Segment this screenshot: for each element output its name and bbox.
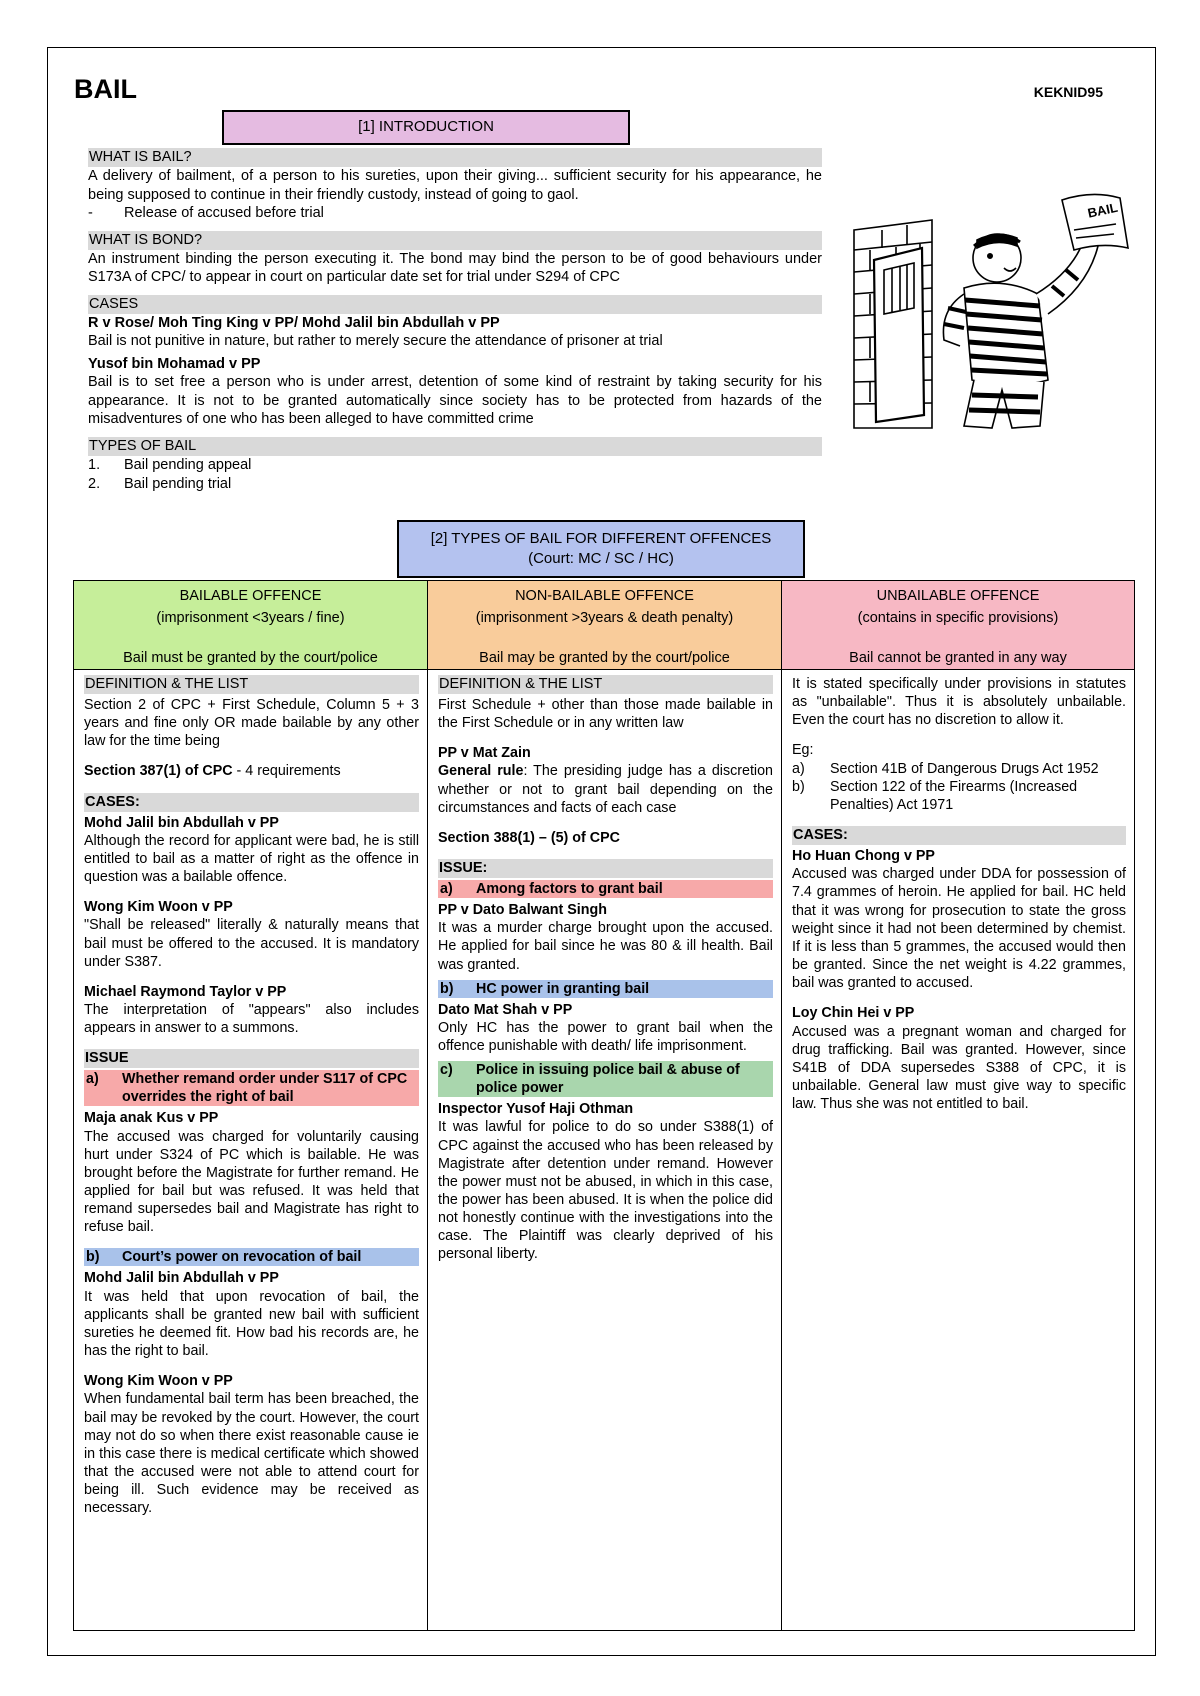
case-text: Accused was charged under DDA for possession of 7.4 grammes of heroin. He applied for bail. HC held that it was wrong for prosecution to state the gross weight since it had not been determined by chemist. If it is less than 5 grammes, the accused would then be granted. Since the net weight is 4.22 grammes, bail was granted to accused.: [792, 866, 1126, 992]
column-rule: Bail must be granted by the court/police: [123, 650, 378, 666]
example-item: [792, 778, 1126, 814]
document-code: KEKNID95: [1033, 84, 1103, 100]
item-text: Bail pending trial: [124, 475, 232, 492]
case-text: The accused was charged for voluntarily causing hurt under S324 of PC which is bailable. He was brought before the Magistrate for further remand. He applied for bail but was refused. It was held that remand supersedes bail and Magistrate has right to refuse bail.: [84, 1128, 419, 1236]
what-is-bail-heading: WHAT IS BAIL?: [88, 148, 822, 167]
what-is-bond-heading: WHAT IS BOND?: [88, 231, 822, 250]
issue-text: Among factors to grant bail: [476, 881, 663, 898]
types-of-bail-heading: TYPES OF BAIL: [88, 437, 822, 456]
section-reference: [84, 762, 419, 780]
item-text: Bail pending appeal: [124, 457, 252, 474]
non-bailable-column: [428, 670, 782, 1631]
column-subtitle: (imprisonment <3years / fine): [156, 610, 345, 626]
case-name: Wong Kim Woon v PP: [84, 1373, 233, 1390]
issue-item: [438, 1061, 773, 1097]
case-lead: General rule: [438, 763, 524, 780]
case-name: Dato Mat Shah v PP: [438, 1001, 573, 1018]
issue-item: [438, 880, 773, 898]
intro-cases-block: [88, 295, 822, 429]
item-marker: 1.: [88, 457, 101, 474]
cases-heading: CASES:: [792, 826, 1126, 845]
case-text: [438, 762, 773, 816]
definition-heading: DEFINITION & THE LIST: [438, 675, 773, 694]
cell-door-icon: [874, 248, 924, 422]
issue-text: Court’s power on revocation of bail: [122, 1249, 362, 1266]
what-is-bond-block: [88, 231, 822, 287]
issue-item: [84, 1070, 419, 1106]
cases-heading: CASES:: [84, 793, 419, 812]
column-title: UNBAILABLE OFFENCE: [876, 588, 1040, 604]
example-marker: b): [792, 778, 805, 795]
unbailable-description: It is stated specifically under provisions in statutes as "unbailable". Thus it is absolutely unbailable. Even the court has no discretion to allow it.: [792, 676, 1126, 729]
case-text: Bail is not punitive in nature, but rather to merely secure the attendance of prisoner at trial: [88, 333, 663, 350]
section-reference: Section 388(1) – (5) of CPC: [438, 829, 620, 846]
case-text: When fundamental bail term has been breached, the bail may be revoked by the court. However, the court may not do so when there exist reasonable cause ie in this case there is medical certificate which showed that the accused were not able to attend court for being ill. Such evidence may be received as necessary.: [84, 1391, 419, 1517]
column-subtitle: (contains in specific provisions): [857, 610, 1059, 626]
example-text: Section 41B of Dangerous Drugs Act 1952: [830, 760, 1099, 777]
types-of-bail-item: [88, 475, 822, 494]
issue-heading: ISSUE: [84, 1049, 419, 1068]
types-of-bail-heading-box: [397, 520, 805, 578]
issue-marker: a): [440, 881, 453, 898]
case-name: Wong Kim Woon v PP: [84, 899, 233, 916]
case-text: The interpretation of "appears" also includes appears in answer to a summons.: [84, 1002, 419, 1037]
column-subtitle: (imprisonment >3years & death penalty): [475, 610, 734, 626]
bail-paper-label: BAIL: [1086, 199, 1120, 221]
introduction-heading: [1] INTRODUCTION: [222, 110, 630, 145]
bullet-marker: -: [88, 205, 93, 222]
case-name: R v Rose/ Moh Ting King v PP/ Mohd Jalil bin Abdullah v PP: [88, 314, 500, 331]
prisoner-illustration: [852, 190, 1132, 430]
non-bailable-header: [428, 581, 782, 670]
intro-cases-heading: CASES: [88, 295, 822, 314]
example-item: [792, 760, 1126, 778]
example-label: Eg:: [792, 742, 814, 759]
column-title: BAILABLE OFFENCE: [179, 588, 322, 604]
example-marker: a): [792, 760, 805, 777]
section-name: Section 387(1) of CPC: [84, 763, 233, 780]
case-name: Michael Raymond Taylor v PP: [84, 983, 287, 1000]
what-is-bail-bullet: [88, 204, 822, 223]
definition-text: First Schedule + other than those made bailable in the First Schedule or in any written law: [438, 697, 773, 732]
case-name: Ho Huan Chong v PP: [792, 848, 935, 865]
offence-body-row: [74, 670, 1135, 1631]
item-marker: 2.: [88, 475, 101, 492]
document-title: BAIL: [74, 74, 137, 104]
what-is-bail-text: A delivery of bailment, of a person to his sureties, upon their giving... sufficient security for his appearance, he being supposed to continue in their friendly custody, instead of going to gaol.: [88, 168, 822, 203]
section-suffix: - 4 requirements: [232, 763, 341, 780]
column-title: NON-BAILABLE OFFENCE: [515, 588, 694, 604]
types-heading-line2: (Court: MC / SC / HC): [528, 550, 674, 567]
issue-text: Police in issuing police bail & abuse of police power: [476, 1062, 740, 1097]
case-text: Only HC has the power to grant bail when the offence punishable with death/ life imprisonment.: [438, 1019, 773, 1055]
case-text: Although the record for applicant were bad, he is still entitled to bail as a matter of right as the offence in question was a bailable offence.: [84, 832, 419, 886]
case-text: It was lawful for police to do so under S388(1) of CPC against the accused who has been released by Magistrate after detention under remand. However the power must not be abused, in which in this case, the power has been abused. It is when the police did not honestly continue with the investigations into the case. The Plaintiff was clearly deprived of his personal liberty.: [438, 1119, 773, 1263]
introduction-section: [88, 148, 822, 501]
what-is-bail-block: [88, 148, 822, 223]
issue-marker: b): [440, 980, 454, 997]
column-rule: Bail cannot be granted in any way: [849, 650, 1067, 666]
issue-text: HC power in granting bail: [476, 980, 650, 997]
case-text: It was a murder charge brought upon the accused. He applied for bail since he was 80 & ill health. Bail was granted.: [438, 920, 773, 973]
issue-marker: c): [440, 1062, 453, 1079]
case-text: It was held that upon revocation of bail, the applicants shall be granted new bail with sufficient sureties he deemed fit. How bad his records are, he has the right to bail.: [84, 1288, 419, 1360]
definition-heading: DEFINITION & THE LIST: [84, 675, 419, 694]
offence-types-table: [73, 580, 1135, 1631]
types-of-bail-item: [88, 456, 822, 475]
bullet-text: Release of accused before trial: [124, 205, 324, 222]
definition-text: Section 2 of CPC + First Schedule, Column 5 + 3 years and fine only OR made bailable by any other law for the time being: [84, 697, 419, 750]
case-text: Accused was a pregnant woman and charged for drug trafficking. Bail was granted. However, since S41B of DDA supersedes S388 of CPC, it is unbailable. General law must give way to specific law. Thus she was not entitled to bail.: [792, 1023, 1126, 1113]
issue-marker: b): [86, 1249, 100, 1266]
prisoner-figure-icon: [943, 234, 1098, 428]
unbailable-column: [782, 670, 1135, 1631]
case-text-body: : The presiding judge has a discretion whether or not to grant bail depending on the circumstances and facts of each case: [438, 763, 774, 816]
issue-item: [438, 980, 773, 998]
case-text: "Shall be released" literally & naturally means that bail must be offered to the accused. It is mandatory under S387.: [84, 917, 419, 970]
case-name: Mohd Jalil bin Abdullah v PP: [84, 814, 279, 831]
case-name: Loy Chin Hei v PP: [792, 1005, 915, 1022]
case-name: Maja anak Kus v PP: [84, 1110, 219, 1127]
types-of-bail-block: [88, 437, 822, 493]
issue-heading: ISSUE:: [438, 859, 773, 878]
case-name: PP v Dato Balwant Singh: [438, 902, 607, 919]
types-heading-line1: [2] TYPES OF BAIL FOR DIFFERENT OFFENCES: [430, 530, 772, 547]
column-rule: Bail may be granted by the court/police: [479, 650, 730, 666]
issue-text: Whether remand order under S117 of CPC overrides the right of bail: [122, 1071, 408, 1106]
unbailable-header: [782, 581, 1135, 670]
case-name: Inspector Yusof Haji Othman: [438, 1101, 634, 1118]
bailable-header: [74, 581, 428, 670]
issue-item: [84, 1248, 419, 1266]
case-name: Mohd Jalil bin Abdullah v PP: [84, 1270, 279, 1287]
bailable-column: [74, 670, 428, 1631]
example-text: Section 122 of the Firearms (Increased Penalties) Act 1971: [830, 778, 1078, 813]
issue-marker: a): [86, 1071, 99, 1088]
bail-paper-icon: [1062, 194, 1128, 250]
case-name: Yusof bin Mohamad v PP: [88, 355, 261, 372]
what-is-bond-text: An instrument binding the person executing it. The bond may bind the person to be of good behaviours under S173A of CPC/ to appear in court on particular date set for trial under S294 of CPC: [88, 250, 822, 286]
offence-header-row: [74, 581, 1135, 670]
case-text: Bail is to set free a person who is under arrest, detention of some kind of restraint by taking security for his appearance. It is not to be granted automatically since society has to be protected from hazards of the misadventures of one who has been alleged to have committed crime: [88, 374, 822, 428]
case-name: PP v Mat Zain: [438, 745, 531, 762]
